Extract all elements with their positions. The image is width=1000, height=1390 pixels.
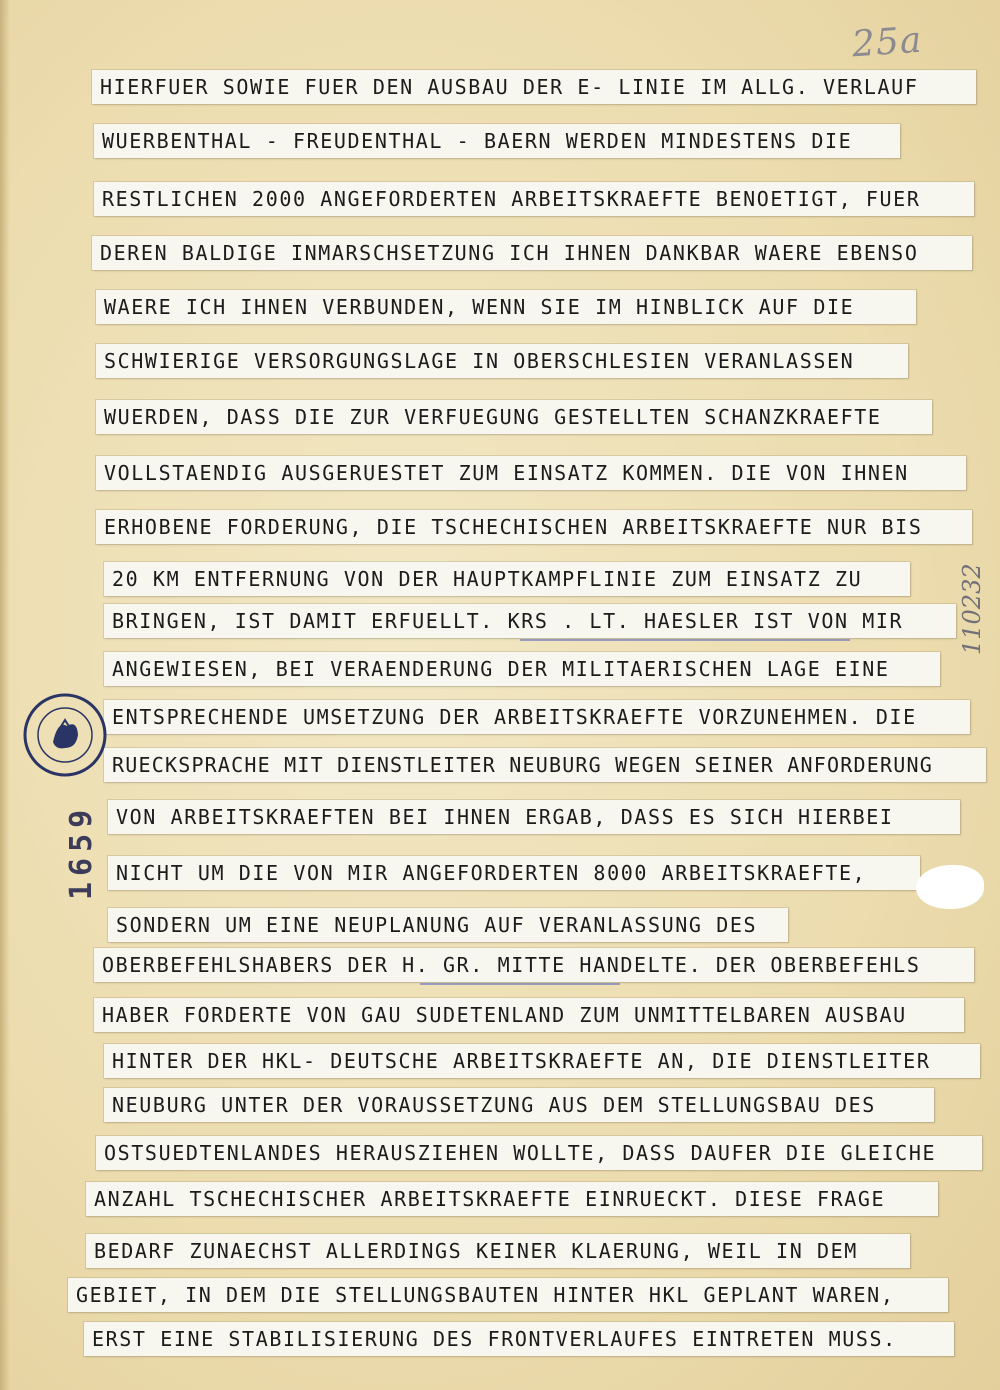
text-strip — [84, 1322, 954, 1356]
text-strip — [92, 236, 972, 270]
margin-number: 1659 — [64, 803, 99, 900]
telegram-line: HIERFUER SOWIE FUER DEN AUSBAU DER E- LINIE IM ALLG. VERLAUF — [100, 75, 919, 99]
text-strip — [104, 1088, 934, 1122]
telegram-line: BRINGEN, IST DAMIT ERFUELLT. KRS . LT. HAESLER IST VON MIR — [112, 609, 904, 633]
archive-number: 110232 — [958, 563, 986, 655]
ministry-seal-stamp — [20, 690, 110, 780]
text-strip — [104, 562, 910, 596]
text-strip — [108, 856, 920, 890]
handwritten-underline — [420, 983, 620, 985]
telegram-line: HINTER DER HKL- DEUTSCHE ARBEITSKRAEFTE AN, DIE DIENSTLEITER — [112, 1049, 931, 1073]
telegram-line: HABER FORDERTE VON GAU SUDETENLAND ZUM UNMITTELBAREN AUSBAU — [102, 1003, 907, 1027]
text-strip — [96, 456, 966, 490]
text-strip — [96, 344, 908, 378]
telegram-line: DEREN BALDIGE INMARSCHSETZUNG ICH IHNEN DANKBAR WAERE EBENSO — [100, 241, 919, 265]
telegram-line: RESTLICHEN 2000 ANGEFORDERTEN ARBEITSKRAEFTE BENOETIGT, FUER — [102, 187, 921, 211]
telegram-line: GEBIET, IN DEM DIE STELLUNGSBAUTEN HINTER HKL GEPLANT WAREN, — [76, 1283, 895, 1307]
text-strip — [104, 1044, 980, 1078]
text-strip — [68, 1278, 948, 1312]
telegram-line: RUECKSPRACHE MIT DIENSTLEITER NEUBURG WEGEN SEINER ANFORDERUNG — [112, 753, 933, 777]
telegram-line: SONDERN UM EINE NEUPLANUNG AUF VERANLASSUNG DES — [116, 913, 758, 937]
telegram-line: NEUBURG UNTER DER VORAUSSETZUNG AUS DEM STELLUNGSBAU DES — [112, 1093, 876, 1117]
telegram-line: ERST EINE STABILISIERUNG DES FRONTVERLAUFES EINTRETEN MUSS. — [92, 1327, 897, 1351]
text-strip — [108, 800, 960, 834]
folio-mark: 25a — [850, 19, 924, 66]
telegram-line: OSTSUEDTENLANDES HERAUSZIEHEN WOLLTE, DASS DAUFER DIE GLEICHE — [104, 1141, 937, 1165]
text-strip — [108, 908, 788, 942]
text-strip — [94, 998, 964, 1032]
telegram-line: ANGEWIESEN, BEI VERAENDERUNG DER MILITAERISCHEN LAGE EINE — [112, 657, 890, 681]
telegram-line: ENTSPRECHENDE UMSETZUNG DER ARBEITSKRAEFTE VORZUNEHMEN. DIE — [112, 705, 917, 729]
text-strip — [104, 700, 970, 734]
text-strip — [96, 400, 932, 434]
text-strip — [94, 124, 900, 158]
telegram-line: BEDARF ZUNAECHST ALLERDINGS KEINER KLAERUNG, WEIL IN DEM — [94, 1239, 858, 1263]
page-edge-shadow — [0, 0, 10, 1390]
telegram-line: SCHWIERIGE VERSORGUNGSLAGE IN OBERSCHLESIEN VERANLASSEN — [104, 349, 855, 373]
text-strip — [94, 948, 974, 982]
text-strip — [96, 290, 916, 324]
text-strip — [94, 182, 974, 216]
telegram-line: ERHOBENE FORDERUNG, DIE TSCHECHISCHEN ARBEITSKRAEFTE NUR BIS — [104, 515, 923, 539]
telegram-line: NICHT UM DIE VON MIR ANGEFORDERTEN 8000 ARBEITSKRAEFTE, — [116, 861, 867, 885]
text-strip — [104, 604, 956, 638]
text-strip — [96, 1136, 982, 1170]
telegram-line: WUERDEN, DASS DIE ZUR VERFUEGUNG GESTELLTEN SCHANZKRAEFTE — [104, 405, 882, 429]
text-strip — [86, 1182, 938, 1216]
text-strip — [86, 1234, 910, 1268]
telegram-line: OBERBEFEHLSHABERS DER H. GR. MITTE HANDELTE. DER OBERBEFEHLS — [102, 953, 921, 977]
telegram-line: ANZAHL TSCHECHISCHER ARBEITSKRAEFTE EINRUECKT. DIESE FRAGE — [94, 1187, 886, 1211]
paper-tear — [916, 865, 984, 909]
text-strip — [92, 70, 976, 104]
telegram-line: 20 KM ENTFERNUNG VON DER HAUPTKAMPFLINIE ZUM EINSATZ ZU — [112, 567, 863, 591]
handwritten-underline — [520, 639, 850, 641]
text-strip — [96, 510, 972, 544]
telegram-line: WUERBENTHAL - FREUDENTHAL - BAERN WERDEN MINDESTENS DIE — [102, 129, 853, 153]
telegram-line: VON ARBEITSKRAEFTEN BEI IHNEN ERGAB, DASS ES SICH HIERBEI — [116, 805, 894, 829]
telegram-line: WAERE ICH IHNEN VERBUNDEN, WENN SIE IM HINBLICK AUF DIE — [104, 295, 855, 319]
text-strip — [104, 748, 986, 782]
text-strip — [104, 652, 940, 686]
telegram-line: VOLLSTAENDIG AUSGERUESTET ZUM EINSATZ KOMMEN. DIE VON IHNEN — [104, 461, 909, 485]
